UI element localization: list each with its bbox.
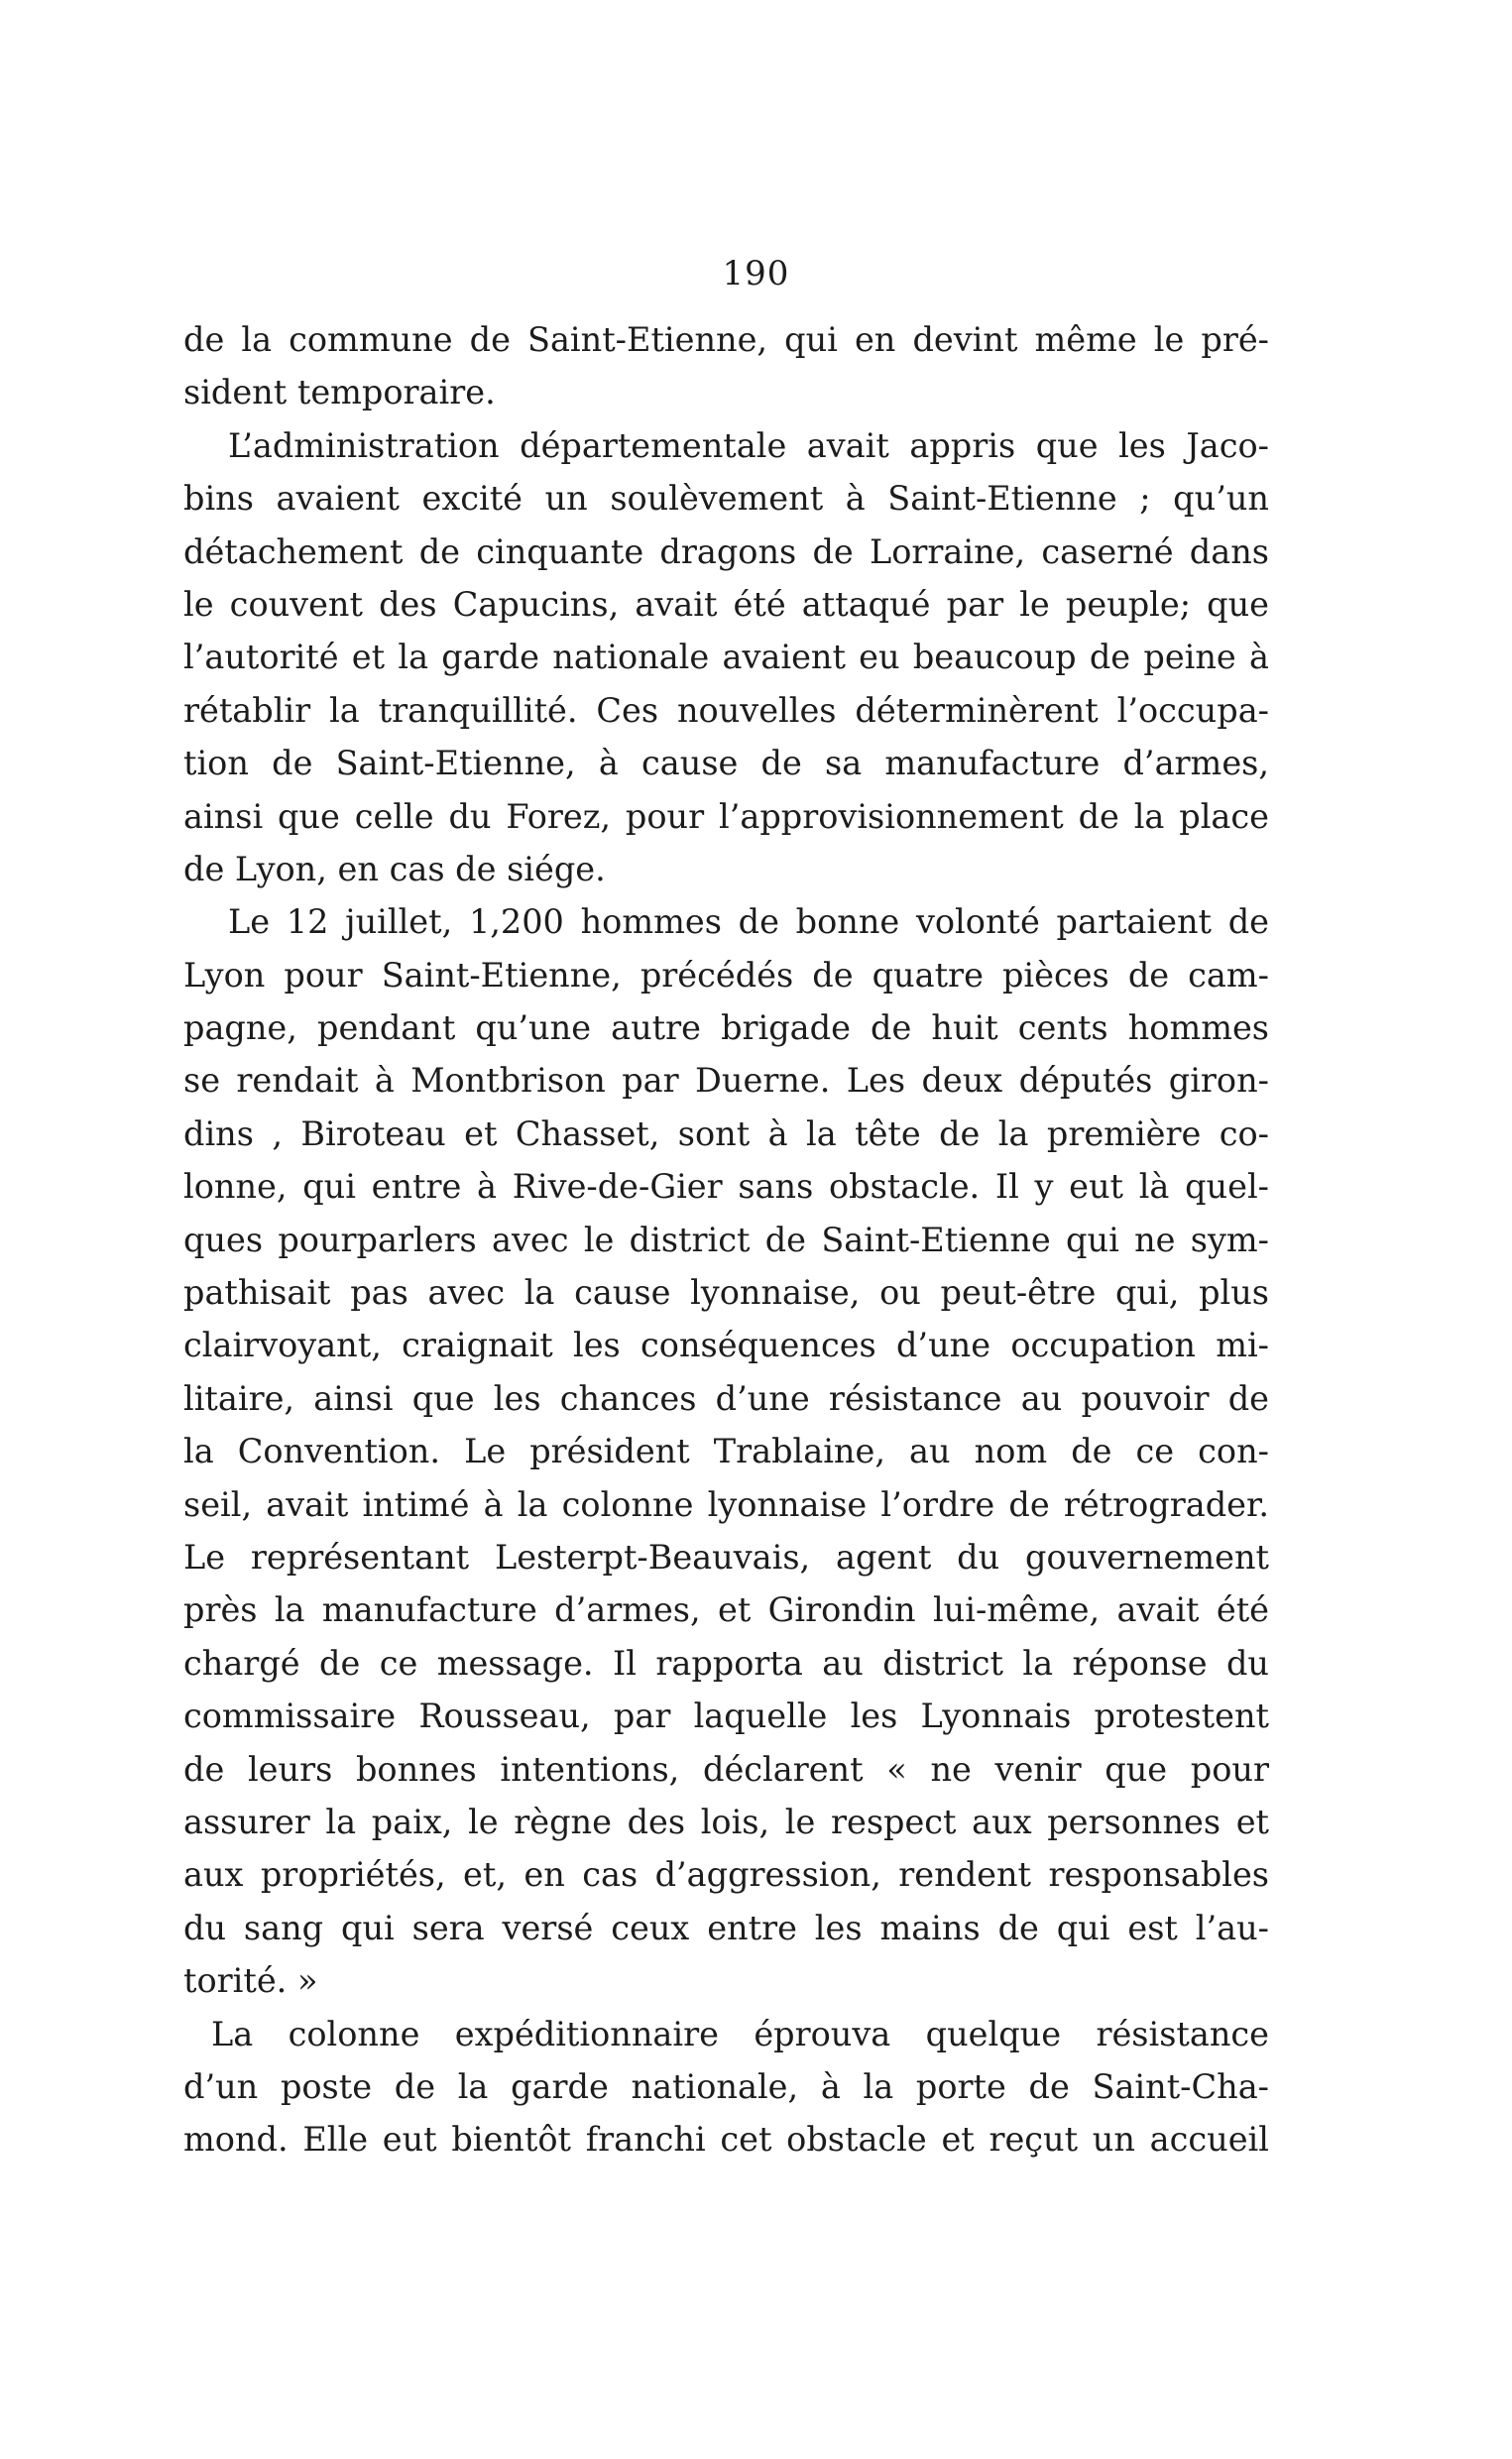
text-line: assurer la paix, le règne des lois, le respect aux personnes et [183, 1802, 1269, 1841]
text-line: Le représentant Lesterpt-Beauvais, agent du gouvernement [183, 1537, 1269, 1577]
paragraph-column [183, 2008, 1269, 2166]
text-line: tion de Saint-Etienne, à cause de sa manufacture d’armes, [183, 744, 1269, 783]
paragraph-continued [183, 313, 1269, 419]
text-line: de la commune de Saint-Etienne, qui en devint même le pré- [183, 320, 1269, 359]
text-line: aux propriétés, et, en cas d’aggression, rendent responsables [183, 1855, 1269, 1895]
body-text [183, 313, 1269, 2166]
text-line: lonne, qui entre à Rive-de-Gier sans obstacle. Il y eut là quel- [183, 1167, 1269, 1207]
text-line: commissaire Rousseau, par laquelle les Lyonnais protestent [183, 1697, 1269, 1736]
text-line: chargé de ce message. Il rapporta au district la réponse du [183, 1643, 1269, 1683]
text-line: clairvoyant, craignait les conséquences d’une occupation mi- [183, 1326, 1269, 1365]
text-line: du sang qui sera versé ceux entre les mains de qui est l’au- [183, 1908, 1269, 1947]
text-line: pagne, pendant qu’une autre brigade de huit cents hommes [183, 1008, 1269, 1048]
text-line: bins avaient excité un soulèvement à Saint-Etienne ; qu’un [183, 479, 1269, 519]
text-line: de Lyon, en cas de siége. [183, 849, 606, 888]
text-line: d’un poste de la garde nationale, à la porte de Saint-Cha- [183, 2066, 1269, 2106]
text-line: Lyon pour Saint-Etienne, précédés de quatre pièces de cam- [183, 955, 1269, 995]
text-line: litaire, ainsi que les chances d’une résistance au pouvoir de [183, 1378, 1269, 1418]
text-line: rétablir la tranquillité. Ces nouvelles déterminèrent l’occupa- [183, 690, 1269, 730]
text-line: seil, avait intimé à la colonne lyonnaise l’ordre de rétrograder. [183, 1484, 1269, 1524]
text-line: l’autorité et la garde nationale avaient eu beaucoup de peine à [183, 638, 1269, 677]
text-line: La colonne expéditionnaire éprouva quelque résistance [211, 2014, 1269, 2053]
text-line: détachement de cinquante dragons de Lorraine, caserné dans [183, 531, 1269, 571]
text-line: L’administration départementale avait appris que les Jaco- [228, 425, 1269, 465]
text-line: mond. Elle eut bientôt franchi cet obstacle et reçut un accueil [183, 2120, 1269, 2160]
paragraph-july-12 [183, 895, 1269, 2007]
text-line: se rendait à Montbrison par Duerne. Les deux députés giron- [183, 1061, 1269, 1101]
text-line: pathisait pas avec la cause lyonnaise, ou peut-être qui, plus [183, 1273, 1269, 1313]
paragraph-administration [183, 419, 1269, 896]
text-line: le couvent des Capucins, avait été attaqué par le peuple; que [183, 584, 1269, 624]
text-line: torité. » [183, 1961, 318, 2001]
text-line: dins , Biroteau et Chasset, sont à la tête de la première co- [183, 1113, 1269, 1153]
text-line: ainsi que celle du Forez, pour l’approvisionnement de la place [183, 796, 1269, 836]
text-line: la Convention. Le président Trablaine, au nom de ce con- [183, 1432, 1269, 1471]
page-number: 190 [722, 254, 790, 293]
text-line: de leurs bonnes intentions, déclarent « ne venir que pour [183, 1749, 1269, 1789]
text-line: près la manufacture d’armes, et Girondin lui-même, avait été [183, 1590, 1269, 1630]
text-line: ques pourparlers avec le district de Saint-Etienne qui ne sym- [183, 1220, 1269, 1259]
text-line: sident temporaire. [183, 373, 496, 412]
text-line: Le 12 juillet, 1,200 hommes de bonne volonté partaient de [228, 902, 1269, 942]
